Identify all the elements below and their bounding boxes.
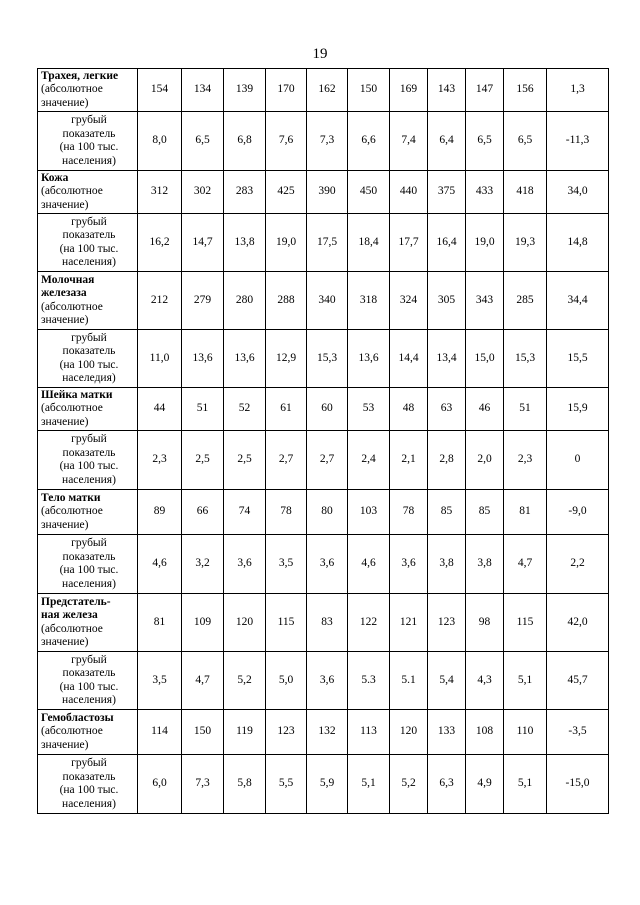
table-cell: 15,5: [547, 330, 609, 388]
table-cell: 4,7: [504, 535, 547, 594]
rate-label-line: населения): [62, 694, 116, 706]
table-cell: 3,6: [307, 535, 348, 594]
table-cell: 2,4: [348, 431, 390, 490]
table-cell: 5,2: [224, 652, 266, 710]
table-cell: 2,3: [504, 431, 547, 490]
rate-label-line: (на 100 тыс.: [59, 242, 119, 255]
table-cell: 16,4: [428, 214, 466, 272]
table-cell: 288: [266, 272, 307, 330]
table-cell: 3,8: [466, 535, 504, 594]
table-cell: 2,2: [547, 535, 609, 594]
rate-label-line: населения): [62, 256, 116, 268]
table-cell: 147: [466, 69, 504, 112]
table-cell: 285: [504, 272, 547, 330]
table-cell: 150: [182, 710, 224, 755]
table-cell: 170: [266, 69, 307, 112]
rate-label-line: показатель: [62, 345, 116, 357]
table-cell: 324: [390, 272, 428, 330]
table-cell: 17,5: [307, 214, 348, 272]
table-cell: 53: [348, 388, 390, 431]
table-cell: 5,2: [390, 755, 428, 814]
table-cell: 5,8: [224, 755, 266, 814]
table-cell: 3,5: [138, 652, 182, 710]
category-title: Молочная: [41, 273, 95, 286]
table-cell: 283: [224, 171, 266, 214]
table-cell: 113: [348, 710, 390, 755]
table-cell: 312: [138, 171, 182, 214]
table-cell: 110: [504, 710, 547, 755]
table-cell: 3,2: [182, 535, 224, 594]
table-cell: 7,6: [266, 112, 307, 171]
table-cell: -15,0: [547, 755, 609, 814]
table-cell: 134: [182, 69, 224, 112]
table-cell: 78: [390, 490, 428, 535]
table-cell: 150: [348, 69, 390, 112]
rate-label-line: грубый: [71, 537, 107, 549]
table-cell: 169: [390, 69, 428, 112]
table-cell: -11,3: [547, 112, 609, 171]
table-cell: 15,9: [547, 388, 609, 431]
table-cell: 115: [266, 594, 307, 652]
table-cell: 120: [224, 594, 266, 652]
table-cell: 46: [466, 388, 504, 431]
rate-label-line: населедия): [62, 372, 116, 384]
table-cell: 133: [428, 710, 466, 755]
category-title: Гемобластозы: [41, 711, 114, 724]
category-title: Шейка матки: [41, 388, 113, 401]
table-cell: 122: [348, 594, 390, 652]
category-subtitle: (абсолютное: [41, 402, 103, 415]
rate-label-line: грубый: [71, 757, 107, 769]
table-cell: 6,5: [182, 112, 224, 171]
rate-label-line: населения): [62, 154, 116, 167]
row-label: [38, 710, 138, 755]
category-title: ная железа: [41, 609, 98, 621]
table-cell: 279: [182, 272, 224, 330]
table-cell: 2,3: [138, 431, 182, 490]
table-cell: -3,5: [547, 710, 609, 755]
table-cell: 74: [224, 490, 266, 535]
table-cell: 143: [428, 69, 466, 112]
category-title: Трахея, легкие: [41, 69, 119, 82]
rate-label-line: показатель: [62, 550, 116, 563]
table-cell: 2,7: [266, 431, 307, 490]
table-row-rate: [38, 755, 609, 814]
rate-label-line: (на 100 тыс.: [59, 460, 119, 472]
rate-label-line: населения): [62, 577, 116, 590]
row-label: [38, 388, 138, 431]
table-cell: 154: [138, 69, 182, 112]
table-cell: 45,7: [547, 652, 609, 710]
table-cell: 81: [138, 594, 182, 652]
category-subtitle: (абсолютное: [41, 185, 103, 198]
table-row-category: [38, 710, 609, 755]
rate-label-line: населения): [62, 797, 116, 810]
table-cell: 280: [224, 272, 266, 330]
table-cell: 6,3: [428, 755, 466, 814]
table-cell: 12,9: [266, 330, 307, 388]
table-row-rate: [38, 431, 609, 490]
category-title: Тело матки: [41, 491, 101, 504]
row-label: [38, 171, 138, 214]
table-cell: 18,4: [348, 214, 390, 272]
table-cell: 13,6: [224, 330, 266, 388]
rate-label-line: грубый: [71, 433, 107, 445]
table-cell: 2,7: [307, 431, 348, 490]
table-cell: 4,3: [466, 652, 504, 710]
table-row-category: [38, 272, 609, 330]
row-label: [38, 69, 138, 112]
table-cell: 15,3: [504, 330, 547, 388]
table-cell: 51: [504, 388, 547, 431]
table-cell: 390: [307, 171, 348, 214]
table-cell: 63: [428, 388, 466, 431]
table-cell: 17,7: [390, 214, 428, 272]
table-cell: 108: [466, 710, 504, 755]
table-cell: 425: [266, 171, 307, 214]
table-cell: 139: [224, 69, 266, 112]
table-cell: 15,3: [307, 330, 348, 388]
table-cell: 6,0: [138, 755, 182, 814]
table-row-rate: [38, 535, 609, 594]
rate-label-line: грубый: [71, 114, 107, 126]
table-cell: 44: [138, 388, 182, 431]
table-cell: 2,5: [182, 431, 224, 490]
table-row-category: [38, 171, 609, 214]
category-subtitle: (абсолютное: [41, 83, 103, 96]
table-cell: 14,7: [182, 214, 224, 272]
category-subtitle: значение): [41, 518, 89, 531]
table-cell: 119: [224, 710, 266, 755]
table-cell: 302: [182, 171, 224, 214]
table-cell: 15,0: [466, 330, 504, 388]
table-cell: 66: [182, 490, 224, 535]
rate-label-line: грубый: [71, 215, 107, 228]
category-subtitle: (абсолютное: [41, 300, 103, 313]
rate-label-line: (на 100 тыс.: [59, 680, 119, 693]
statistics-table: [37, 68, 609, 814]
table-cell: 375: [428, 171, 466, 214]
table-cell: 123: [428, 594, 466, 652]
table-cell: 123: [266, 710, 307, 755]
table-cell: 121: [390, 594, 428, 652]
table-cell: 3,6: [390, 535, 428, 594]
table-cell: 13,6: [348, 330, 390, 388]
row-label: [38, 272, 138, 330]
table-cell: 8,0: [138, 112, 182, 171]
table-cell: 6,8: [224, 112, 266, 171]
category-title: железаза: [41, 287, 87, 299]
table-cell: 103: [348, 490, 390, 535]
table-cell: 5,9: [307, 755, 348, 814]
table-cell: 318: [348, 272, 390, 330]
table-cell: 14,8: [547, 214, 609, 272]
row-label: [38, 214, 138, 272]
table-cell: 340: [307, 272, 348, 330]
table-row-category: [38, 69, 609, 112]
table-cell: 61: [266, 388, 307, 431]
category-subtitle: (абсолютное: [41, 622, 103, 635]
table-cell: 19,0: [466, 214, 504, 272]
table-cell: 2,5: [224, 431, 266, 490]
table-cell: 4,9: [466, 755, 504, 814]
rate-label-line: (на 100 тыс.: [59, 564, 119, 576]
table-cell: 2,0: [466, 431, 504, 490]
table-cell: 5,1: [348, 755, 390, 814]
table-cell: 343: [466, 272, 504, 330]
table-row-rate: [38, 652, 609, 710]
category-subtitle: (абсолютное: [41, 505, 103, 518]
table-cell: 2,1: [390, 431, 428, 490]
table-cell: 162: [307, 69, 348, 112]
category-subtitle: значение): [41, 415, 89, 428]
table-row-category: [38, 490, 609, 535]
table-cell: 3,6: [224, 535, 266, 594]
table-cell: 5.1: [390, 652, 428, 710]
rate-label-line: населения): [62, 473, 116, 486]
table-cell: 51: [182, 388, 224, 431]
row-label: [38, 535, 138, 594]
table-cell: 48: [390, 388, 428, 431]
table-cell: 83: [307, 594, 348, 652]
table-cell: 14,4: [390, 330, 428, 388]
rate-label-line: показатель: [62, 446, 116, 459]
table-row-category: [38, 594, 609, 652]
table-cell: 19,3: [504, 214, 547, 272]
table-cell: 52: [224, 388, 266, 431]
table-cell: 13,8: [224, 214, 266, 272]
row-label: [38, 330, 138, 388]
category-subtitle: значение): [41, 96, 89, 109]
table-row-rate: [38, 112, 609, 171]
table-cell: 3,5: [266, 535, 307, 594]
table-cell: 120: [390, 710, 428, 755]
table-cell: 5,0: [266, 652, 307, 710]
table-cell: 5.3: [348, 652, 390, 710]
table-cell: 13,6: [182, 330, 224, 388]
table-cell: 114: [138, 710, 182, 755]
table-cell: 34,0: [547, 171, 609, 214]
category-subtitle: значение): [41, 636, 89, 648]
rate-label-line: показатель: [62, 770, 116, 783]
table-cell: 19,0: [266, 214, 307, 272]
table-cell: 156: [504, 69, 547, 112]
table-cell: 6,4: [428, 112, 466, 171]
table-cell: 6,5: [504, 112, 547, 171]
table-cell: 78: [266, 490, 307, 535]
table-cell: 433: [466, 171, 504, 214]
table-cell: 132: [307, 710, 348, 755]
table-cell: 5,1: [504, 755, 547, 814]
category-subtitle: значение): [41, 738, 89, 751]
rate-label-line: грубый: [71, 653, 107, 666]
table-row-category: [38, 388, 609, 431]
table-cell: 7,4: [390, 112, 428, 171]
table-cell: 2,8: [428, 431, 466, 490]
table-cell: 80: [307, 490, 348, 535]
category-title: Предстатель-: [41, 595, 111, 608]
row-label: [38, 652, 138, 710]
table-cell: 4,6: [348, 535, 390, 594]
row-label: [38, 431, 138, 490]
rate-label-line: (на 100 тыс.: [59, 784, 119, 796]
table-cell: 34,4: [547, 272, 609, 330]
rate-label-line: (на 100 тыс.: [59, 358, 119, 371]
rate-label-line: показатель: [62, 127, 116, 140]
table-cell: 7,3: [182, 755, 224, 814]
category-subtitle: значение): [41, 314, 89, 326]
table-cell: 81: [504, 490, 547, 535]
table-cell: 6,6: [348, 112, 390, 171]
table-cell: 3,6: [307, 652, 348, 710]
row-label: [38, 490, 138, 535]
table-cell: 4,6: [138, 535, 182, 594]
table-cell: 5,4: [428, 652, 466, 710]
table-cell: 6,5: [466, 112, 504, 171]
table-cell: 115: [504, 594, 547, 652]
table-cell: -9,0: [547, 490, 609, 535]
table-cell: 212: [138, 272, 182, 330]
row-label: [38, 594, 138, 652]
table-cell: 85: [428, 490, 466, 535]
rate-label-line: показатель: [62, 229, 116, 241]
table-cell: 5,1: [504, 652, 547, 710]
table-cell: 5,5: [266, 755, 307, 814]
row-label: [38, 112, 138, 171]
rate-label-line: показатель: [62, 667, 116, 679]
category-subtitle: значение): [41, 198, 89, 211]
table-cell: 13,4: [428, 330, 466, 388]
table-cell: 450: [348, 171, 390, 214]
category-title: Кожа: [41, 171, 69, 184]
table-cell: 16,2: [138, 214, 182, 272]
table-cell: 305: [428, 272, 466, 330]
category-subtitle: (абсолютное: [41, 725, 103, 738]
table-cell: 98: [466, 594, 504, 652]
table-cell: 109: [182, 594, 224, 652]
table-cell: 440: [390, 171, 428, 214]
table-cell: 85: [466, 490, 504, 535]
table-row-rate: [38, 330, 609, 388]
table-cell: 1,3: [547, 69, 609, 112]
table-cell: 60: [307, 388, 348, 431]
table-cell: 11,0: [138, 330, 182, 388]
table-cell: 4,7: [182, 652, 224, 710]
table-cell: 418: [504, 171, 547, 214]
table-cell: 42,0: [547, 594, 609, 652]
rate-label-line: грубый: [71, 331, 107, 344]
table-cell: 3,8: [428, 535, 466, 594]
page-number: 19: [312, 46, 328, 62]
table-cell: 7,3: [307, 112, 348, 171]
table-cell: 89: [138, 490, 182, 535]
table-cell: 0: [547, 431, 609, 490]
rate-label-line: (на 100 тыс.: [59, 141, 119, 153]
row-label: [38, 755, 138, 814]
table-row-rate: [38, 214, 609, 272]
